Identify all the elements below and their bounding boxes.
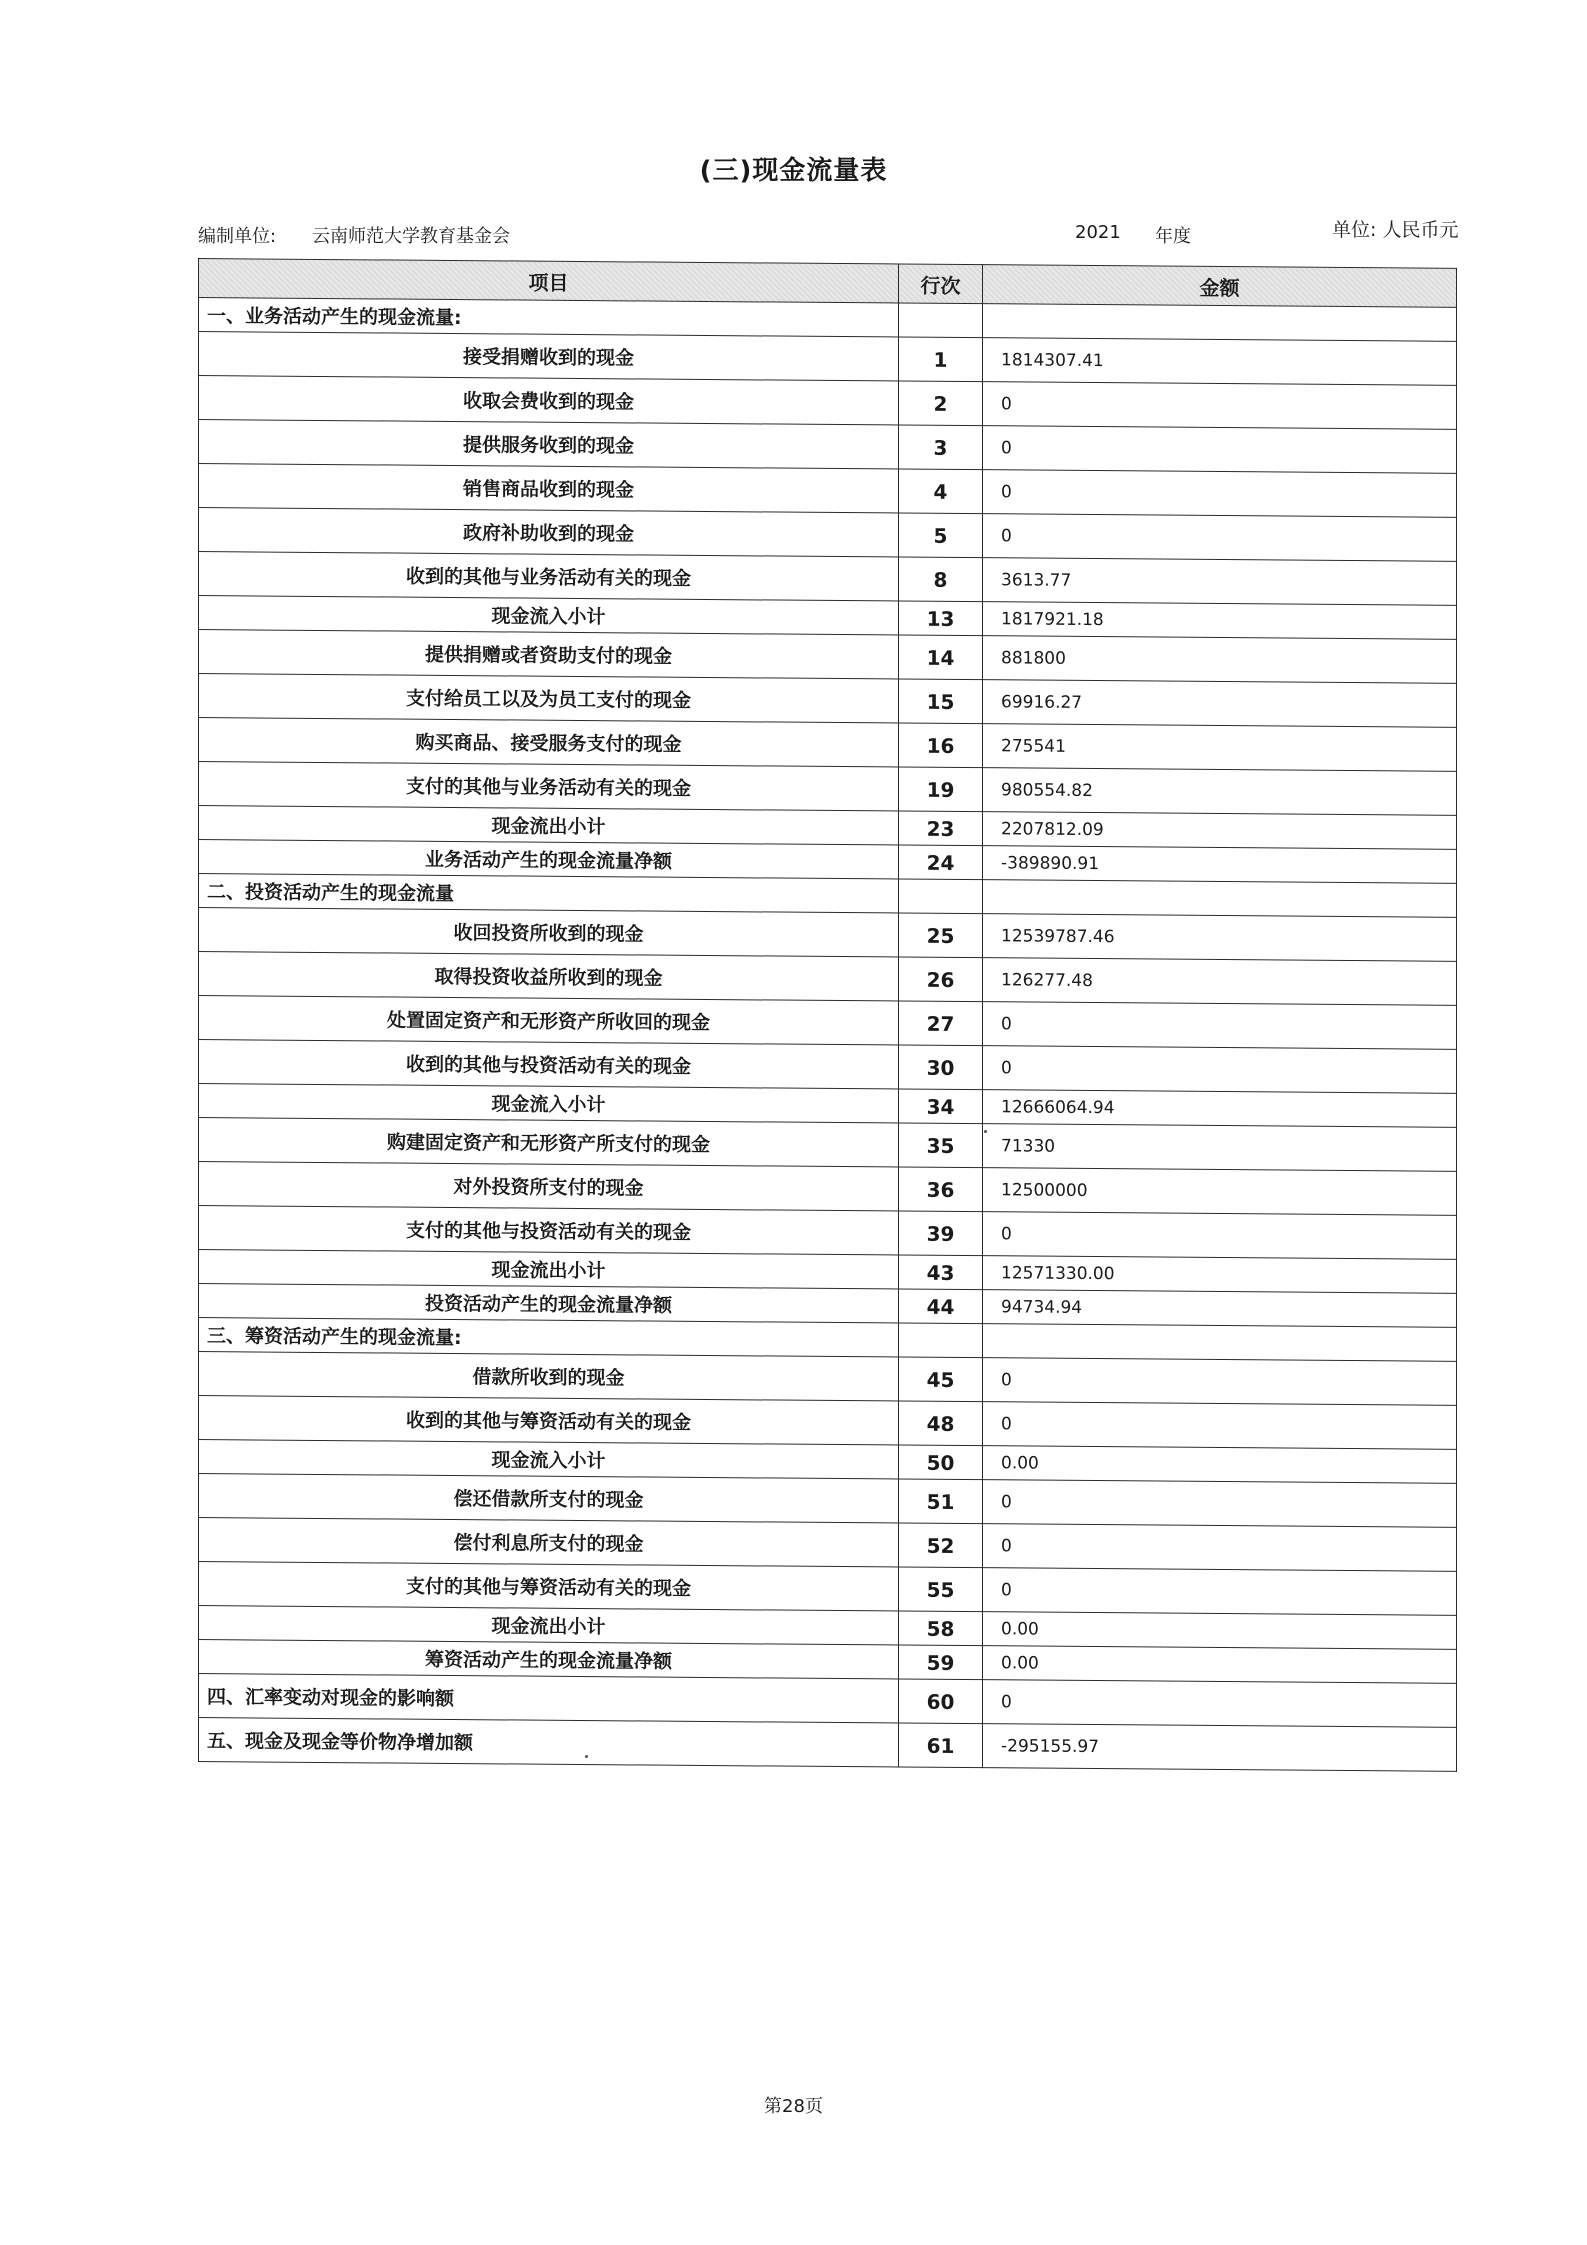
row-line-no: 52 — [899, 1523, 983, 1568]
row-amount: 0.00 — [983, 1612, 1457, 1650]
row-item: 业务活动产生的现金流量净额 — [199, 840, 899, 879]
row-line-no: 13 — [899, 601, 983, 636]
row-item: 收取会费收到的现金 — [199, 376, 899, 425]
row-item: 提供捐赠或者资助支付的现金 — [199, 630, 899, 679]
row-line-no: 35 — [899, 1123, 983, 1168]
row-line-no: 1 — [899, 337, 983, 382]
table-body — [199, 298, 1457, 1772]
row-line-no: 55 — [899, 1567, 983, 1612]
row-item: 购买商品、接受服务支付的现金 — [199, 718, 899, 767]
row-line-no: 61 — [899, 1723, 983, 1768]
row-line-no: 14 — [899, 635, 983, 680]
row-amount: 0 — [983, 1002, 1457, 1050]
row-line-no: 36 — [899, 1167, 983, 1212]
row-amount — [983, 1324, 1457, 1362]
row-line-no: 59 — [899, 1645, 983, 1680]
row-line-no: 51 — [899, 1479, 983, 1524]
row-line-no: 48 — [899, 1401, 983, 1446]
row-item: 支付的其他与业务活动有关的现金 — [199, 762, 899, 811]
row-line-no: 25 — [899, 913, 983, 958]
row-line-no: 24 — [899, 845, 983, 880]
row-line-no: 15 — [899, 679, 983, 724]
report-year: 2021 — [1075, 222, 1121, 243]
row-item: 支付的其他与筹资活动有关的现金 — [199, 1562, 899, 1611]
header-line-no: 行次 — [899, 264, 983, 304]
row-item: 三、筹资活动产生的现金流量: — [199, 1318, 899, 1357]
row-line-no: 60 — [899, 1679, 983, 1724]
row-line-no: 4 — [899, 469, 983, 514]
row-item: 现金流出小计 — [199, 1250, 899, 1289]
row-amount: 1817921.18 — [983, 602, 1457, 640]
row-line-no — [899, 879, 983, 914]
row-amount: 0 — [983, 1402, 1457, 1450]
row-amount: 0 — [983, 1358, 1457, 1406]
org-label: 编制单位: — [198, 226, 277, 247]
row-item: 筹资活动产生的现金流量净额 — [199, 1640, 899, 1679]
row-item: 购建固定资产和无形资产所支付的现金 — [199, 1118, 899, 1167]
row-line-no — [899, 1323, 983, 1358]
row-item: 收回投资所收到的现金 — [199, 908, 899, 957]
row-item: 收到的其他与投资活动有关的现金 — [199, 1040, 899, 1089]
row-line-no: 2 — [899, 381, 983, 426]
row-amount: 71330 — [983, 1124, 1457, 1172]
cash-flow-table-container — [198, 258, 1456, 1772]
row-line-no: 58 — [899, 1611, 983, 1646]
row-line-no: 5 — [899, 513, 983, 558]
row-amount: 0 — [983, 426, 1457, 474]
row-amount: 0 — [983, 1568, 1457, 1616]
row-amount — [983, 304, 1457, 342]
row-line-no: 34 — [899, 1089, 983, 1124]
row-item: 一、业务活动产生的现金流量: — [199, 298, 899, 337]
row-amount: 275541 — [983, 724, 1457, 772]
org-name: 云南师范大学教育基金会 — [312, 226, 510, 247]
row-amount: -295155.97 — [983, 1724, 1457, 1772]
row-line-no: 26 — [899, 957, 983, 1002]
row-amount: 0 — [983, 514, 1457, 562]
page-title: (三)现金流量表 — [699, 156, 888, 186]
row-item: 收到的其他与筹资活动有关的现金 — [199, 1396, 899, 1445]
row-amount: 0 — [983, 1680, 1457, 1728]
row-item: 借款所收到的现金 — [199, 1352, 899, 1401]
row-item: 二、投资活动产生的现金流量 — [199, 874, 899, 913]
scan-speck — [984, 1130, 987, 1133]
row-line-no: 44 — [899, 1289, 983, 1324]
row-item: 五、现金及现金等价物净增加额 — [199, 1718, 899, 1767]
row-amount: 0.00 — [983, 1646, 1457, 1684]
row-amount: 0 — [983, 1212, 1457, 1260]
row-amount: 980554.82 — [983, 768, 1457, 816]
row-item: 提供服务收到的现金 — [199, 420, 899, 469]
row-amount: -389890.91 — [983, 846, 1457, 884]
row-item: 对外投资所支付的现金 — [199, 1162, 899, 1211]
row-line-no: 27 — [899, 1001, 983, 1046]
row-amount: 0 — [983, 382, 1457, 430]
row-item: 处置固定资产和无形资产所收回的现金 — [199, 996, 899, 1045]
currency-unit: 单位: 人民币元 — [1332, 219, 1459, 241]
row-item: 偿还借款所支付的现金 — [199, 1474, 899, 1523]
row-line-no: 50 — [899, 1445, 983, 1480]
row-amount: 94734.94 — [983, 1290, 1457, 1328]
row-amount: 3613.77 — [983, 558, 1457, 606]
row-amount — [983, 880, 1457, 918]
table-row — [199, 1718, 1457, 1772]
row-item: 取得投资收益所收到的现金 — [199, 952, 899, 1001]
row-item: 销售商品收到的现金 — [199, 464, 899, 513]
cash-flow-table — [198, 258, 1457, 1772]
header-item: 项目 — [199, 259, 899, 303]
row-item: 四、汇率变动对现金的影响额 — [199, 1674, 899, 1723]
row-item: 接受捐赠收到的现金 — [199, 332, 899, 381]
row-amount: 0 — [983, 470, 1457, 518]
row-line-no: 43 — [899, 1255, 983, 1290]
page-number: 第28页 — [764, 2096, 823, 2117]
header-amount: 金额 — [983, 265, 1457, 308]
row-item: 投资活动产生的现金流量净额 — [199, 1284, 899, 1323]
row-item: 政府补助收到的现金 — [199, 508, 899, 557]
row-amount: 0 — [983, 1524, 1457, 1572]
row-amount: 12539787.46 — [983, 914, 1457, 962]
row-amount: 12500000 — [983, 1168, 1457, 1216]
row-item: 现金流入小计 — [199, 596, 899, 635]
row-item: 现金流出小计 — [199, 1606, 899, 1645]
row-amount: 2207812.09 — [983, 812, 1457, 850]
row-item: 偿付利息所支付的现金 — [199, 1518, 899, 1567]
row-item: 支付的其他与投资活动有关的现金 — [199, 1206, 899, 1255]
row-line-no: 45 — [899, 1357, 983, 1402]
row-item: 现金流出小计 — [199, 806, 899, 845]
row-amount: 0.00 — [983, 1446, 1457, 1484]
report-year-unit: 年度 — [1155, 226, 1191, 247]
row-amount: 12571330.00 — [983, 1256, 1457, 1294]
row-item: 现金流入小计 — [199, 1440, 899, 1479]
row-amount: 881800 — [983, 636, 1457, 684]
scan-speck — [585, 1755, 588, 1758]
row-amount: 12666064.94 — [983, 1090, 1457, 1128]
row-amount: 0 — [983, 1046, 1457, 1094]
row-line-no: 39 — [899, 1211, 983, 1256]
row-amount: 126277.48 — [983, 958, 1457, 1006]
row-amount: 1814307.41 — [983, 338, 1457, 386]
row-line-no: 16 — [899, 723, 983, 768]
row-amount: 69916.27 — [983, 680, 1457, 728]
row-amount: 0 — [983, 1480, 1457, 1528]
row-item: 收到的其他与业务活动有关的现金 — [199, 552, 899, 601]
row-line-no: 19 — [899, 767, 983, 812]
row-line-no: 3 — [899, 425, 983, 470]
row-line-no: 8 — [899, 557, 983, 602]
row-item: 支付给员工以及为员工支付的现金 — [199, 674, 899, 723]
row-line-no: 30 — [899, 1045, 983, 1090]
row-line-no — [899, 303, 983, 338]
row-line-no: 23 — [899, 811, 983, 846]
row-item: 现金流入小计 — [199, 1084, 899, 1123]
